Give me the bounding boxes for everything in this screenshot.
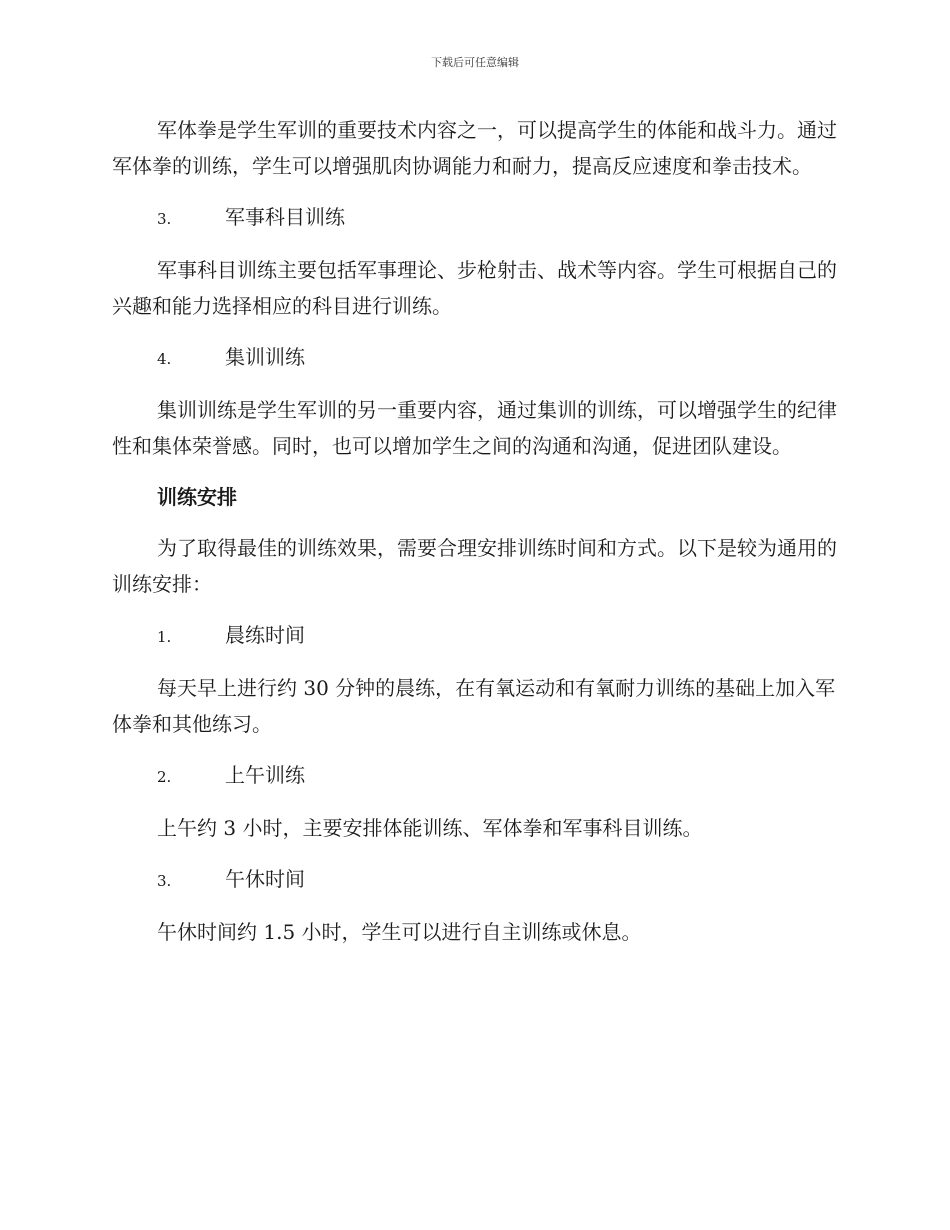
paragraph: 集训训练是学生军训的另一重要内容，通过集训的训练，可以增强学生的纪律性和集体荣誉感。同时，也可以增加学生之间的沟通和沟通，促进团队建设。 (112, 398, 837, 458)
list-item-title: 军事科目训练 (225, 205, 345, 229)
paragraph: 军体拳是学生军训的重要技术内容之一，可以提高学生的体能和战斗力。通过军体拳的训练，学生可以增强肌肉协调能力和耐力，提高反应速度和拳击技术。 (112, 118, 837, 178)
list-item (112, 757, 840, 795)
list-item (112, 339, 840, 377)
list-number: 3. (157, 210, 172, 228)
list-item (112, 861, 840, 899)
list-item-title: 晨练时间 (225, 623, 305, 647)
paragraph: 每天早上进行约 30 分钟的晨练，在有氧运动和有氧耐力训练的基础上加入军体拳和其他练习。 (112, 676, 836, 736)
paragraph: 午休时间约 1.5 小时，学生可以进行自主训练或休息。 (157, 920, 642, 944)
list-item-title: 午休时间 (225, 867, 305, 891)
paragraph: 军事科目训练主要包括军事理论、步枪射击、战术等内容。学生可根据自己的兴趣和能力选择相应的科目进行训练。 (112, 258, 837, 318)
list-number: 4. (157, 350, 172, 368)
paragraph: 为了取得最佳的训练效果，需要合理安排训练时间和方式。以下是较为通用的训练安排： (112, 536, 837, 596)
document-body (112, 112, 840, 965)
list-number: 3. (157, 872, 172, 890)
list-item-title: 集训训练 (225, 345, 305, 369)
list-number: 1. (157, 628, 172, 646)
list-number: 2. (157, 768, 172, 786)
paragraph: 上午约 3 小时，主要安排体能训练、军体拳和军事科目训练。 (157, 816, 703, 840)
list-item (112, 617, 840, 655)
section-heading: 训练安排 (157, 485, 237, 509)
list-item-title: 上午训练 (225, 763, 305, 787)
list-item (112, 199, 840, 237)
page-header: 下载后可任意编辑 (431, 56, 519, 69)
